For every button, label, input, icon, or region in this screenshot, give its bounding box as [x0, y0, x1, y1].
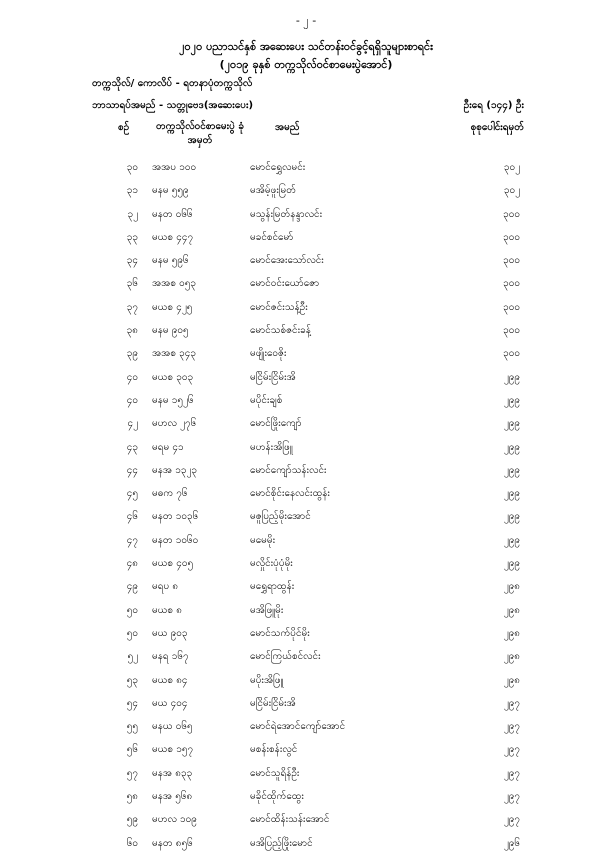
table-row: [0, 624, 612, 647]
student-name: မစန်းစန်းလွင်: [250, 744, 298, 756]
total-score: ၂၉၆: [503, 837, 520, 849]
total-score: ၂၉၈: [503, 651, 520, 663]
row-number: ၅၉: [126, 814, 138, 826]
student-name: မမေမိုး: [250, 534, 276, 546]
table-row: [0, 577, 612, 600]
roll-number: မယစ ၄၄၇: [152, 231, 194, 243]
total-score: ၃၀၀: [503, 325, 520, 337]
total-score: ၂၉၇: [503, 721, 520, 733]
student-name: မောင်သက်ပိုင်မိုး: [250, 627, 310, 639]
roll-number: မဓက ၇၆: [152, 488, 188, 500]
row-number: ၃၀: [126, 162, 138, 173]
total-score: ၂၉၉: [503, 464, 520, 476]
roll-number: မနမ ၁၅၂၆: [152, 394, 194, 406]
row-number: ၅၀: [126, 627, 138, 639]
student-name: မဇူပြည့်မိုးအောင်: [250, 511, 311, 523]
row-number: ၃၉: [126, 348, 138, 360]
total-score: ၃၀၂: [503, 185, 520, 197]
roll-number: အအပ ၁၀၀: [152, 162, 197, 173]
row-number: ၅၂: [127, 651, 138, 663]
roll-number: မနမ ၉၀၅: [152, 325, 189, 337]
row-number: ၅၀: [126, 604, 138, 616]
total-score: ၂၉၇: [503, 791, 520, 803]
roll-number: မယစ ၄၂၅: [152, 301, 193, 313]
total-score: ၂၉၇: [503, 767, 520, 779]
table-row: [0, 740, 612, 763]
student-name: မောင်ကျော်သန်းလင်း: [250, 464, 327, 476]
table-row: [0, 391, 612, 414]
table-row: [0, 787, 612, 810]
roll-number: မယ ၄၀၄: [152, 697, 188, 709]
table-row: [0, 205, 612, 228]
table-row: [0, 531, 612, 554]
table-row: [0, 507, 612, 530]
student-name: မသွန်းမြတ်နန္ဒာလင်း: [250, 208, 323, 220]
roll-number: အအစ ၃၄၃: [152, 348, 197, 360]
total-score: ၂၉၇: [503, 814, 520, 826]
intake-count: ဦးရေ (၁၄၄) ဦး: [463, 100, 524, 111]
table-row: [0, 717, 612, 740]
row-number: ၄၆: [126, 511, 138, 523]
roll-number: မယ ၉၀၃: [152, 627, 188, 639]
row-number: ၄၀: [126, 371, 138, 383]
roll-number: မနတ ၈၅၆: [152, 837, 193, 849]
table-row: [0, 274, 612, 297]
table-row: [0, 414, 612, 437]
total-score: ၂၉၇: [503, 744, 520, 756]
row-number: ၄၂: [127, 418, 138, 430]
table-row: [0, 554, 612, 577]
row-number: ၆၀: [126, 837, 138, 849]
table-row: [0, 671, 612, 694]
total-score: ၃၀၀: [503, 348, 520, 360]
roll-number: မရမ ၄၁: [152, 441, 184, 453]
total-score: ၂၉၈: [503, 627, 520, 639]
roll-number: မယစ ၈: [152, 604, 182, 616]
student-name: မောင်အေးသော်လင်း: [250, 255, 324, 267]
roll-number: မဟလ ၁၀၉: [152, 814, 197, 826]
table-row: [0, 834, 612, 857]
roll-number: မနယ ၀၆၅: [152, 721, 193, 733]
results-table: [0, 158, 612, 857]
roll-number: အအစ ၀၅၃: [152, 278, 197, 290]
total-score: ၃၀၀: [503, 255, 520, 267]
row-number: ၅၃: [126, 674, 138, 686]
column-header-score: စုစုပေါင်းရမှတ်: [470, 122, 524, 133]
table-row: [0, 461, 612, 484]
student-name: မောင်စိုင်းနေလင်းထွန်း: [250, 488, 330, 500]
student-name: မအိဖြူမိုး: [250, 604, 284, 616]
table-row: [0, 438, 612, 461]
student-name: မပိုးအိဖြူ: [250, 674, 284, 686]
table-row: [0, 321, 612, 344]
page-number: - ၂ -: [295, 14, 317, 27]
total-score: ၃၀၂: [503, 162, 520, 173]
table-row: [0, 484, 612, 507]
student-name: မငြိမ်းငြိမ်းအိ: [250, 371, 296, 383]
table-row: [0, 181, 612, 204]
total-score: ၂၉၉: [503, 488, 520, 500]
total-score: ၃၀၀: [503, 278, 520, 290]
roll-number: မနရ ၁၆၇: [152, 651, 189, 663]
roll-number: မနမ ၅၅၉: [152, 185, 189, 197]
table-row: [0, 158, 612, 181]
total-score: ၂၉၈: [503, 581, 520, 593]
row-number: ၄၀: [126, 394, 138, 406]
student-name: မပိုင်းချစ်: [250, 394, 283, 406]
row-number: ၅၆: [126, 744, 138, 756]
roll-number: မနမ ၅၉၆: [152, 255, 189, 267]
field-line: ဘာသာရပ်အမည် - သတ္တုဗေဒ(အဆေးပေး): [92, 100, 254, 111]
table-row: [0, 764, 612, 787]
row-number: ၃၇: [126, 301, 138, 313]
total-score: ၂၉၉: [503, 558, 520, 570]
row-number: ၃၈: [126, 325, 138, 337]
student-name: မောင်ဝင်းယော်ဇော: [250, 278, 320, 290]
row-number: ၄၇: [126, 534, 138, 546]
row-number: ၅၄: [126, 697, 138, 709]
row-number: ၃၂: [127, 208, 138, 220]
table-row: [0, 647, 612, 670]
university-line: တက္ကသိုလ်/ ကောလိပ် - ရတနာပုံတက္ကသိုလ်: [92, 78, 253, 89]
roll-number: မယစ ၁၅၇: [152, 744, 194, 756]
table-row: [0, 368, 612, 391]
table-row: [0, 694, 612, 717]
student-name: မောင်ဖြိုးကျော်: [250, 418, 302, 430]
total-score: ၃၀၀: [503, 208, 520, 220]
student-name: မခိုင်ထိုက်ထွေး: [250, 791, 304, 803]
total-score: ၂၉၉: [503, 371, 520, 383]
row-number: ၅၇: [126, 767, 138, 779]
roll-number: မနအ ၅၆၈: [152, 791, 193, 803]
total-score: ၂၉၉: [503, 511, 520, 523]
roll-number: မယစ ၃၀၃: [152, 371, 194, 383]
student-name: မဟန်းအိဖြူ: [250, 441, 293, 453]
student-name: မောင်ရွှေလမင်း: [250, 162, 306, 173]
total-score: ၂၉၉: [503, 534, 520, 546]
row-number: ၅၈: [126, 791, 138, 803]
student-name: မဖျိုးဝေဇိုး: [250, 348, 287, 360]
roll-number: မယစ ၈၄: [152, 674, 188, 686]
total-score: ၃၀၀: [503, 231, 520, 243]
student-name: မခင်စင်မော်: [250, 231, 294, 243]
student-name: မောင်ဇင်းသန့်ဦး: [250, 301, 308, 313]
roll-number: မနတ ၁၀၃၆: [152, 511, 199, 523]
row-number: ၃၄: [126, 255, 138, 267]
student-name: မငြိမ်းငြိမ်းအိ: [250, 697, 296, 709]
total-score: ၂၉၉: [503, 394, 520, 406]
total-score: ၂၉၉: [503, 441, 520, 453]
row-number: ၃၃: [126, 231, 138, 243]
total-score: ၃၀၀: [503, 301, 520, 313]
row-number: ၄၈: [126, 558, 138, 570]
student-name: မောင်ရဲအောင်ကျော်အောင်: [250, 721, 346, 733]
roll-number: မနတ ၀၆၆: [152, 208, 193, 220]
student-name: မောင်သူရိန်ဦး: [250, 767, 300, 779]
row-number: ၄၄: [126, 464, 138, 476]
total-score: ၂၉၇: [503, 697, 520, 709]
table-row: [0, 251, 612, 274]
column-header-no: စဉ်: [118, 122, 130, 133]
roll-number: မရပ ၈: [152, 581, 179, 593]
roll-number: မနတ ၁၀၆၀: [152, 534, 199, 546]
student-name: မောင်ထိန်းသန်းအောင်: [250, 814, 330, 826]
total-score: ၂၉၉: [503, 418, 520, 430]
row-number: ၄၉: [126, 581, 138, 593]
student-name: မောင်သစ်ဇင်းခန့်: [250, 325, 311, 337]
document-subtitle: (၂၀၁၉ ခုနှစ် တက္ကသိုလ်ဝင်စာမေးပွဲအောင်): [219, 58, 393, 71]
student-name: မရွှေရာထွန်း: [250, 581, 295, 593]
column-header-roll: တက္ကသိုလ်ဝင်စာမေးပွဲ ခုံအမှတ်: [156, 121, 244, 146]
row-number: ၃၁: [126, 185, 138, 197]
row-number: ၄၃: [126, 441, 138, 453]
row-number: ၄၅: [126, 488, 138, 500]
row-number: ၃၆: [126, 278, 138, 290]
student-name: မအိမ့်ဖူးမြတ်: [250, 185, 296, 197]
student-name: မအိပြည့်ဖြိုးမောင်: [250, 837, 313, 849]
roll-number: မဟလ ၂၇၆: [152, 418, 197, 430]
table-row: [0, 298, 612, 321]
row-number: ၅၅: [126, 721, 138, 733]
total-score: ၂၉၈: [503, 674, 520, 686]
table-row: [0, 344, 612, 367]
roll-number: မနအ ၈၃၃: [152, 767, 193, 779]
student-name: မလှိုင်းပုံပုံမိုး: [250, 558, 293, 570]
student-name: မောင်ကြယ်စင်လင်း: [250, 651, 321, 663]
document-title: ၂၀၂၀ ပညာသင်နှစ် အဆေးပေး သင်တန်းဝင်ခွင့်ရရှိသူများစာရင်း: [179, 40, 433, 53]
roll-number: မယစ ၄၀၅: [152, 558, 194, 570]
table-row: [0, 228, 612, 251]
roll-number: မနအ ၁၃၂၃: [152, 464, 198, 476]
column-header-name: အမည်: [275, 122, 300, 133]
total-score: ၂၉၈: [503, 604, 520, 616]
table-row: [0, 601, 612, 624]
table-row: [0, 810, 612, 833]
